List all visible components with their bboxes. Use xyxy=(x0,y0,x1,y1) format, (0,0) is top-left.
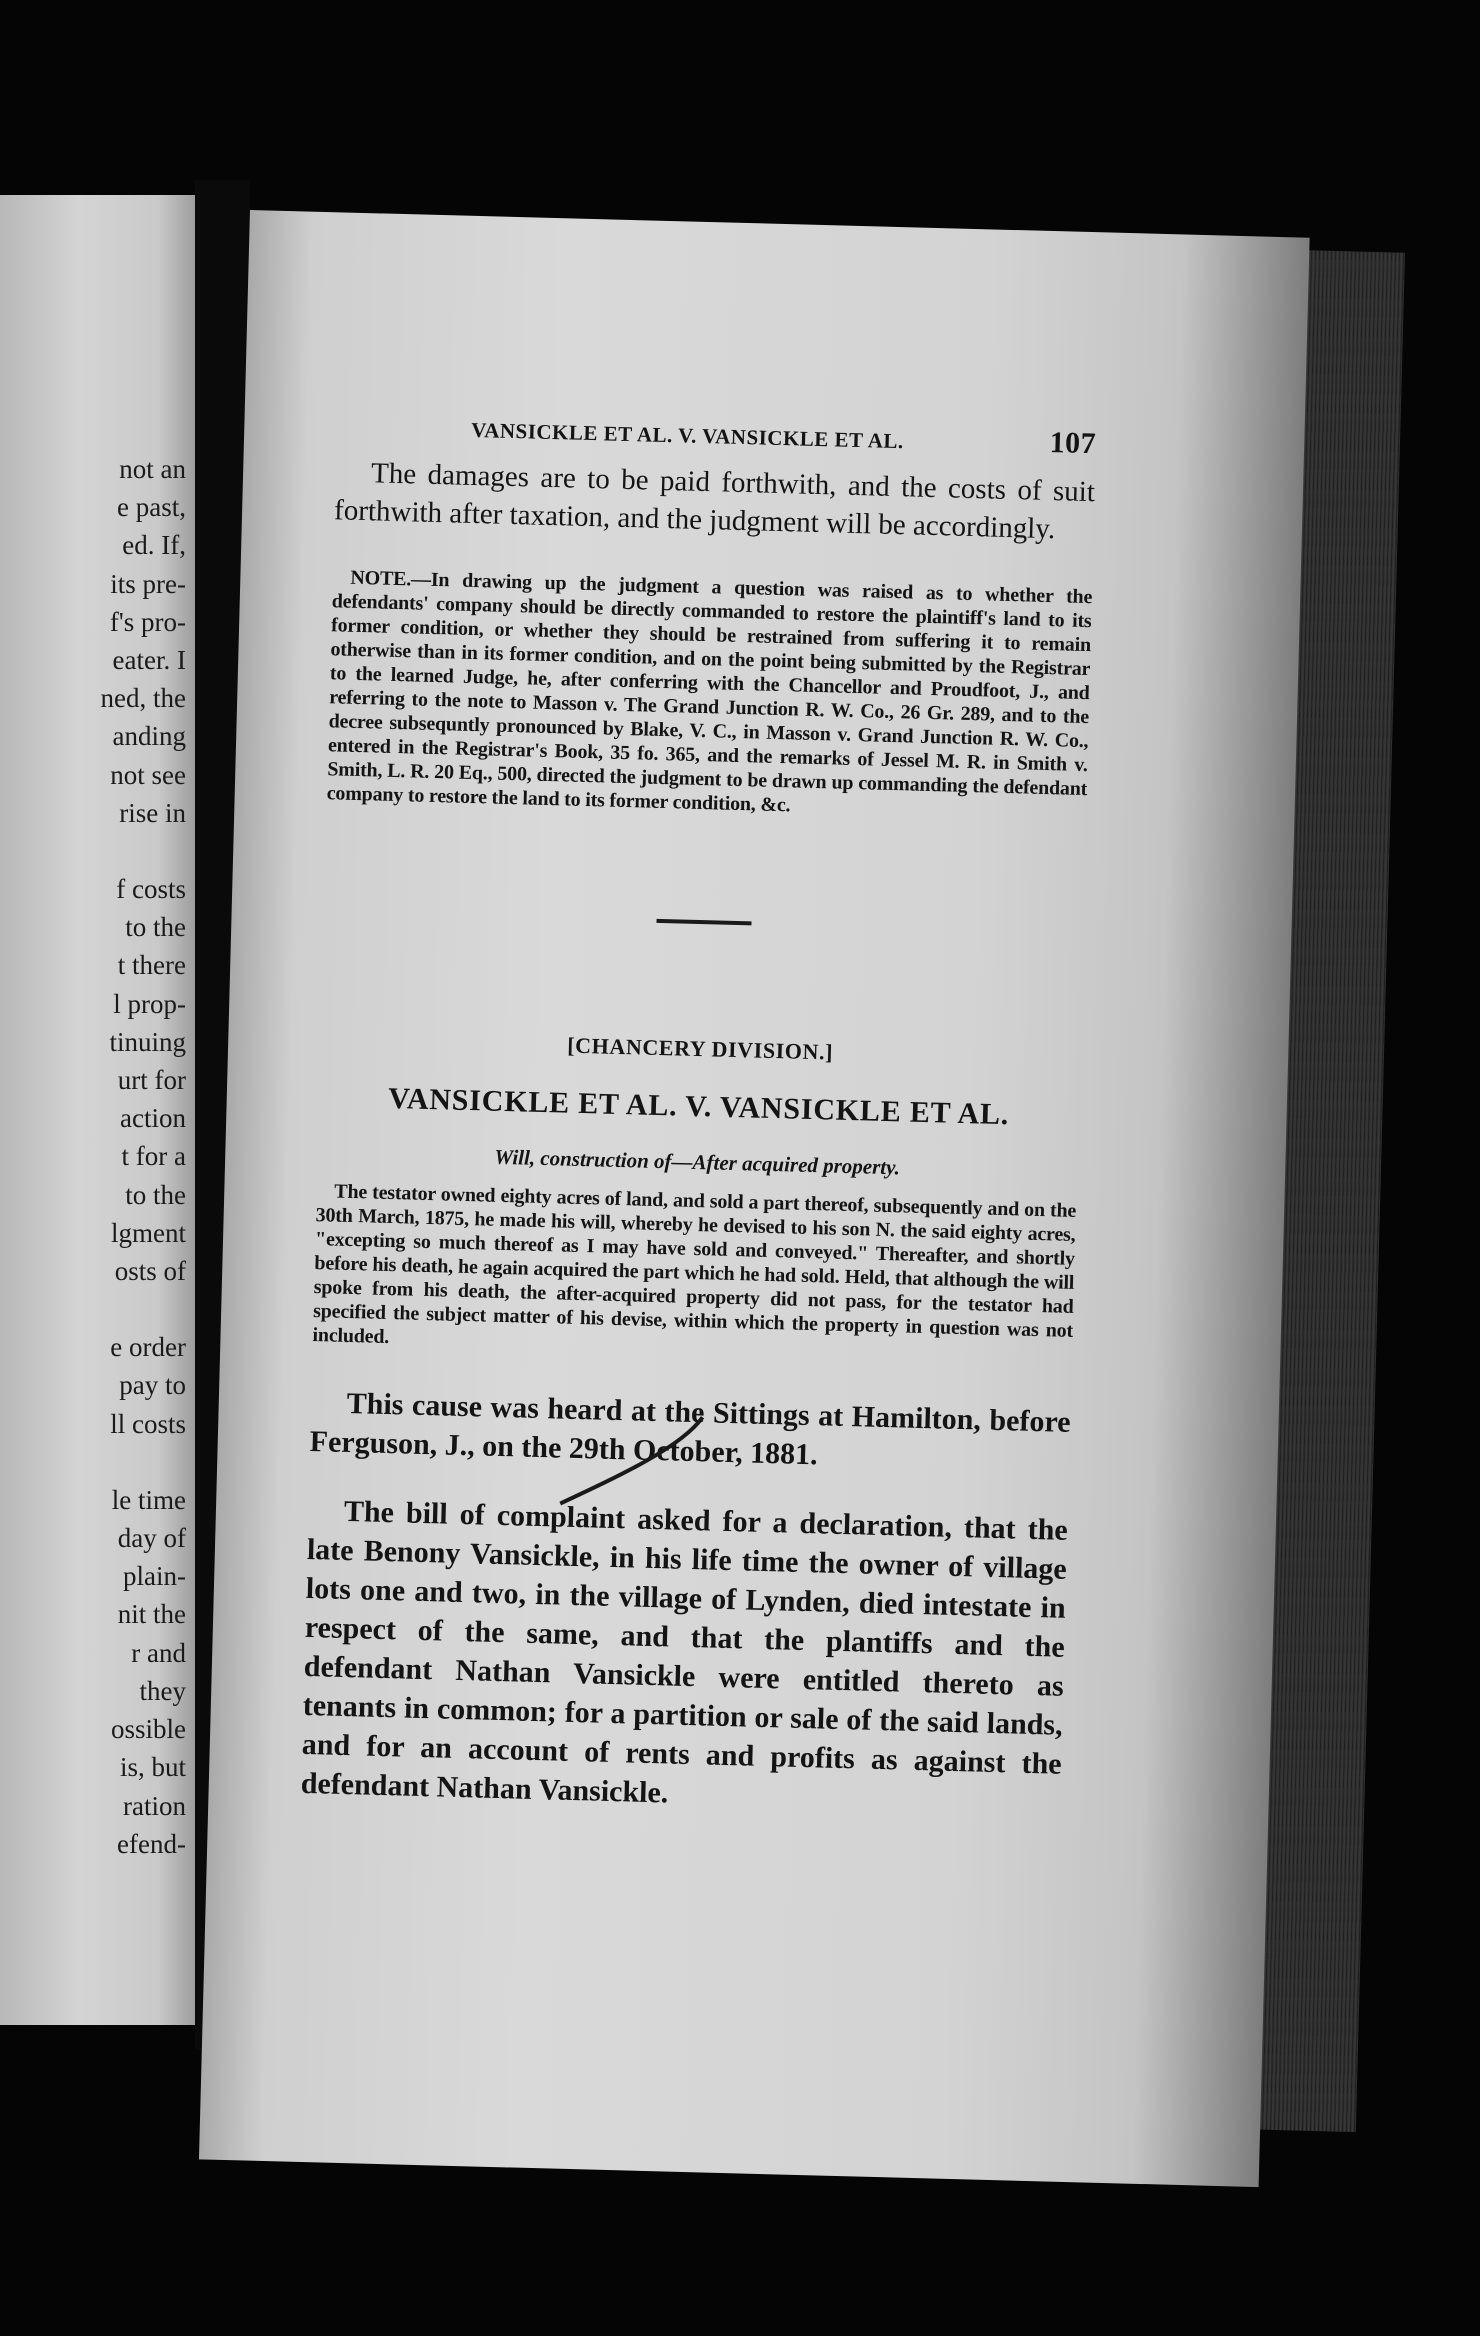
left-page-line: pay to xyxy=(119,1370,186,1401)
headnote: The testator owned eighty acres of land, and sold a part thereof, subsequently and on the 30th March, 1875, he made his will, whereby he devised to his son N. the said eighty acres, "excepting so much thereof as I may have sold and conveyed." Thereafter, and shortly before his death, he again acquired the part which he had sold. Held, that although the will spoke from his death, the after-acquired property did not pass, for the testator had specified the subject matter of his devise, within which the property in question was not included. xyxy=(312,1180,1077,1349)
left-page-line: r and xyxy=(131,1637,186,1668)
left-facing-page xyxy=(0,195,198,2025)
page-content xyxy=(300,407,1097,1852)
body-paragraph-2: The bill of complaint asked for a declaration, that the late Benony Vansickle, in his life time the owner of village lots one and two, in the village of Lynden, died intestate in respect of the same, and that the plantiffs and the defendant Nathan Vansickle were entitled thereto as tenants in common; for a partition or sale of the said lands, and for an account of rents and profits as against the defendant Nathan Vansickle. xyxy=(300,1494,1069,1810)
left-page-line: is, but xyxy=(119,1752,186,1783)
left-page-line: f's pro- xyxy=(109,606,186,637)
left-page-line: f costs xyxy=(116,874,186,905)
left-page-line: t for a xyxy=(121,1141,186,1172)
left-page-line: nit the xyxy=(117,1599,186,1630)
left-page-gap xyxy=(101,1443,186,1481)
left-page-text xyxy=(101,450,186,1863)
section-divider xyxy=(656,919,751,925)
left-page-line: e past, xyxy=(117,492,186,523)
left-page-line: they xyxy=(139,1675,186,1706)
body-paragraph-1: This cause was heard at the Sittings at Hamilton, before Ferguson, J., on the 29th October, 1881. xyxy=(309,1386,1071,1472)
left-page-line: not see xyxy=(110,759,186,790)
left-page-line: eater. I xyxy=(112,645,186,676)
note-paragraph: NOTE.—In drawing up the judgment a question was raised as to whether the defendants' company should be directly commanded to restore the plaintiff's land to its former condition, or whether they should be restrained from suffering it to remain otherwise than in its former condition, and on the point being submitted by the Registrar to the learned Judge, he, after conferring with the Chancellor and Proudfoot, J., and referring to the note to Masson v. The Grand Junction R. W. Co., 26 Gr. 289, and to the decree subsequntly pronounced by Blake, V. C., in Masson v. Grand Junction R. W. Co., entered in the Registrar's Book, 35 fo. 365, and the remarks of Jessel M. R. in Smith v. Smith, L. R. 20 Eq., 500, directed the judgment to be drawn up commanding the defendant company to restore the land to its former condition, &c. xyxy=(326,566,1093,817)
left-page-line: ration xyxy=(123,1790,186,1821)
left-page-line: urt for xyxy=(117,1065,186,1096)
left-page-line: e order xyxy=(110,1332,186,1363)
left-page-line: lgment xyxy=(111,1217,186,1248)
left-page-line: action xyxy=(120,1103,186,1134)
left-page-line: osts of xyxy=(114,1256,186,1287)
left-page-line: ossible xyxy=(110,1714,186,1745)
left-page-line: its pre- xyxy=(110,568,186,599)
left-page-line: rise in xyxy=(119,797,186,828)
left-page-line: plain- xyxy=(123,1561,186,1592)
left-page-gap xyxy=(101,832,186,870)
left-page-line: ed. If, xyxy=(122,530,186,561)
left-page-line: efend- xyxy=(117,1828,186,1859)
left-page-line: t there xyxy=(117,950,186,981)
left-page-line: le time xyxy=(111,1484,186,1515)
left-page-line: day of xyxy=(117,1523,186,1554)
running-header xyxy=(336,407,1097,461)
opening-paragraph: The damages are to be paid forthwith, and the costs of suit forthwith after taxation, and the judgment will be accordingly. xyxy=(333,457,1096,546)
left-page-line: l prop- xyxy=(113,988,186,1019)
main-page xyxy=(199,210,1310,2187)
left-page-line: to the xyxy=(125,912,186,943)
pen-stroke-mark xyxy=(550,1403,713,1517)
running-title: VANSICKLE ET AL. V. VANSICKLE ET AL. xyxy=(471,417,905,454)
left-page-line: ll costs xyxy=(110,1408,186,1439)
left-page-line: to the xyxy=(125,1179,186,1210)
left-page-line: tinuing xyxy=(109,1026,186,1057)
left-page-line: ned, the xyxy=(100,683,186,714)
left-page-line: not an xyxy=(119,454,186,484)
headnote-title: Will, construction of—After acquired property. xyxy=(494,1144,901,1180)
left-page-gap xyxy=(101,1290,186,1328)
case-title: VANSICKLE ET AL. V. VANSICKLE ET AL. xyxy=(387,1081,1010,1132)
page-number: 107 xyxy=(1049,426,1097,461)
left-page-line: anding xyxy=(112,721,186,752)
division-heading: [CHANCERY DIVISION.] xyxy=(566,1032,834,1065)
